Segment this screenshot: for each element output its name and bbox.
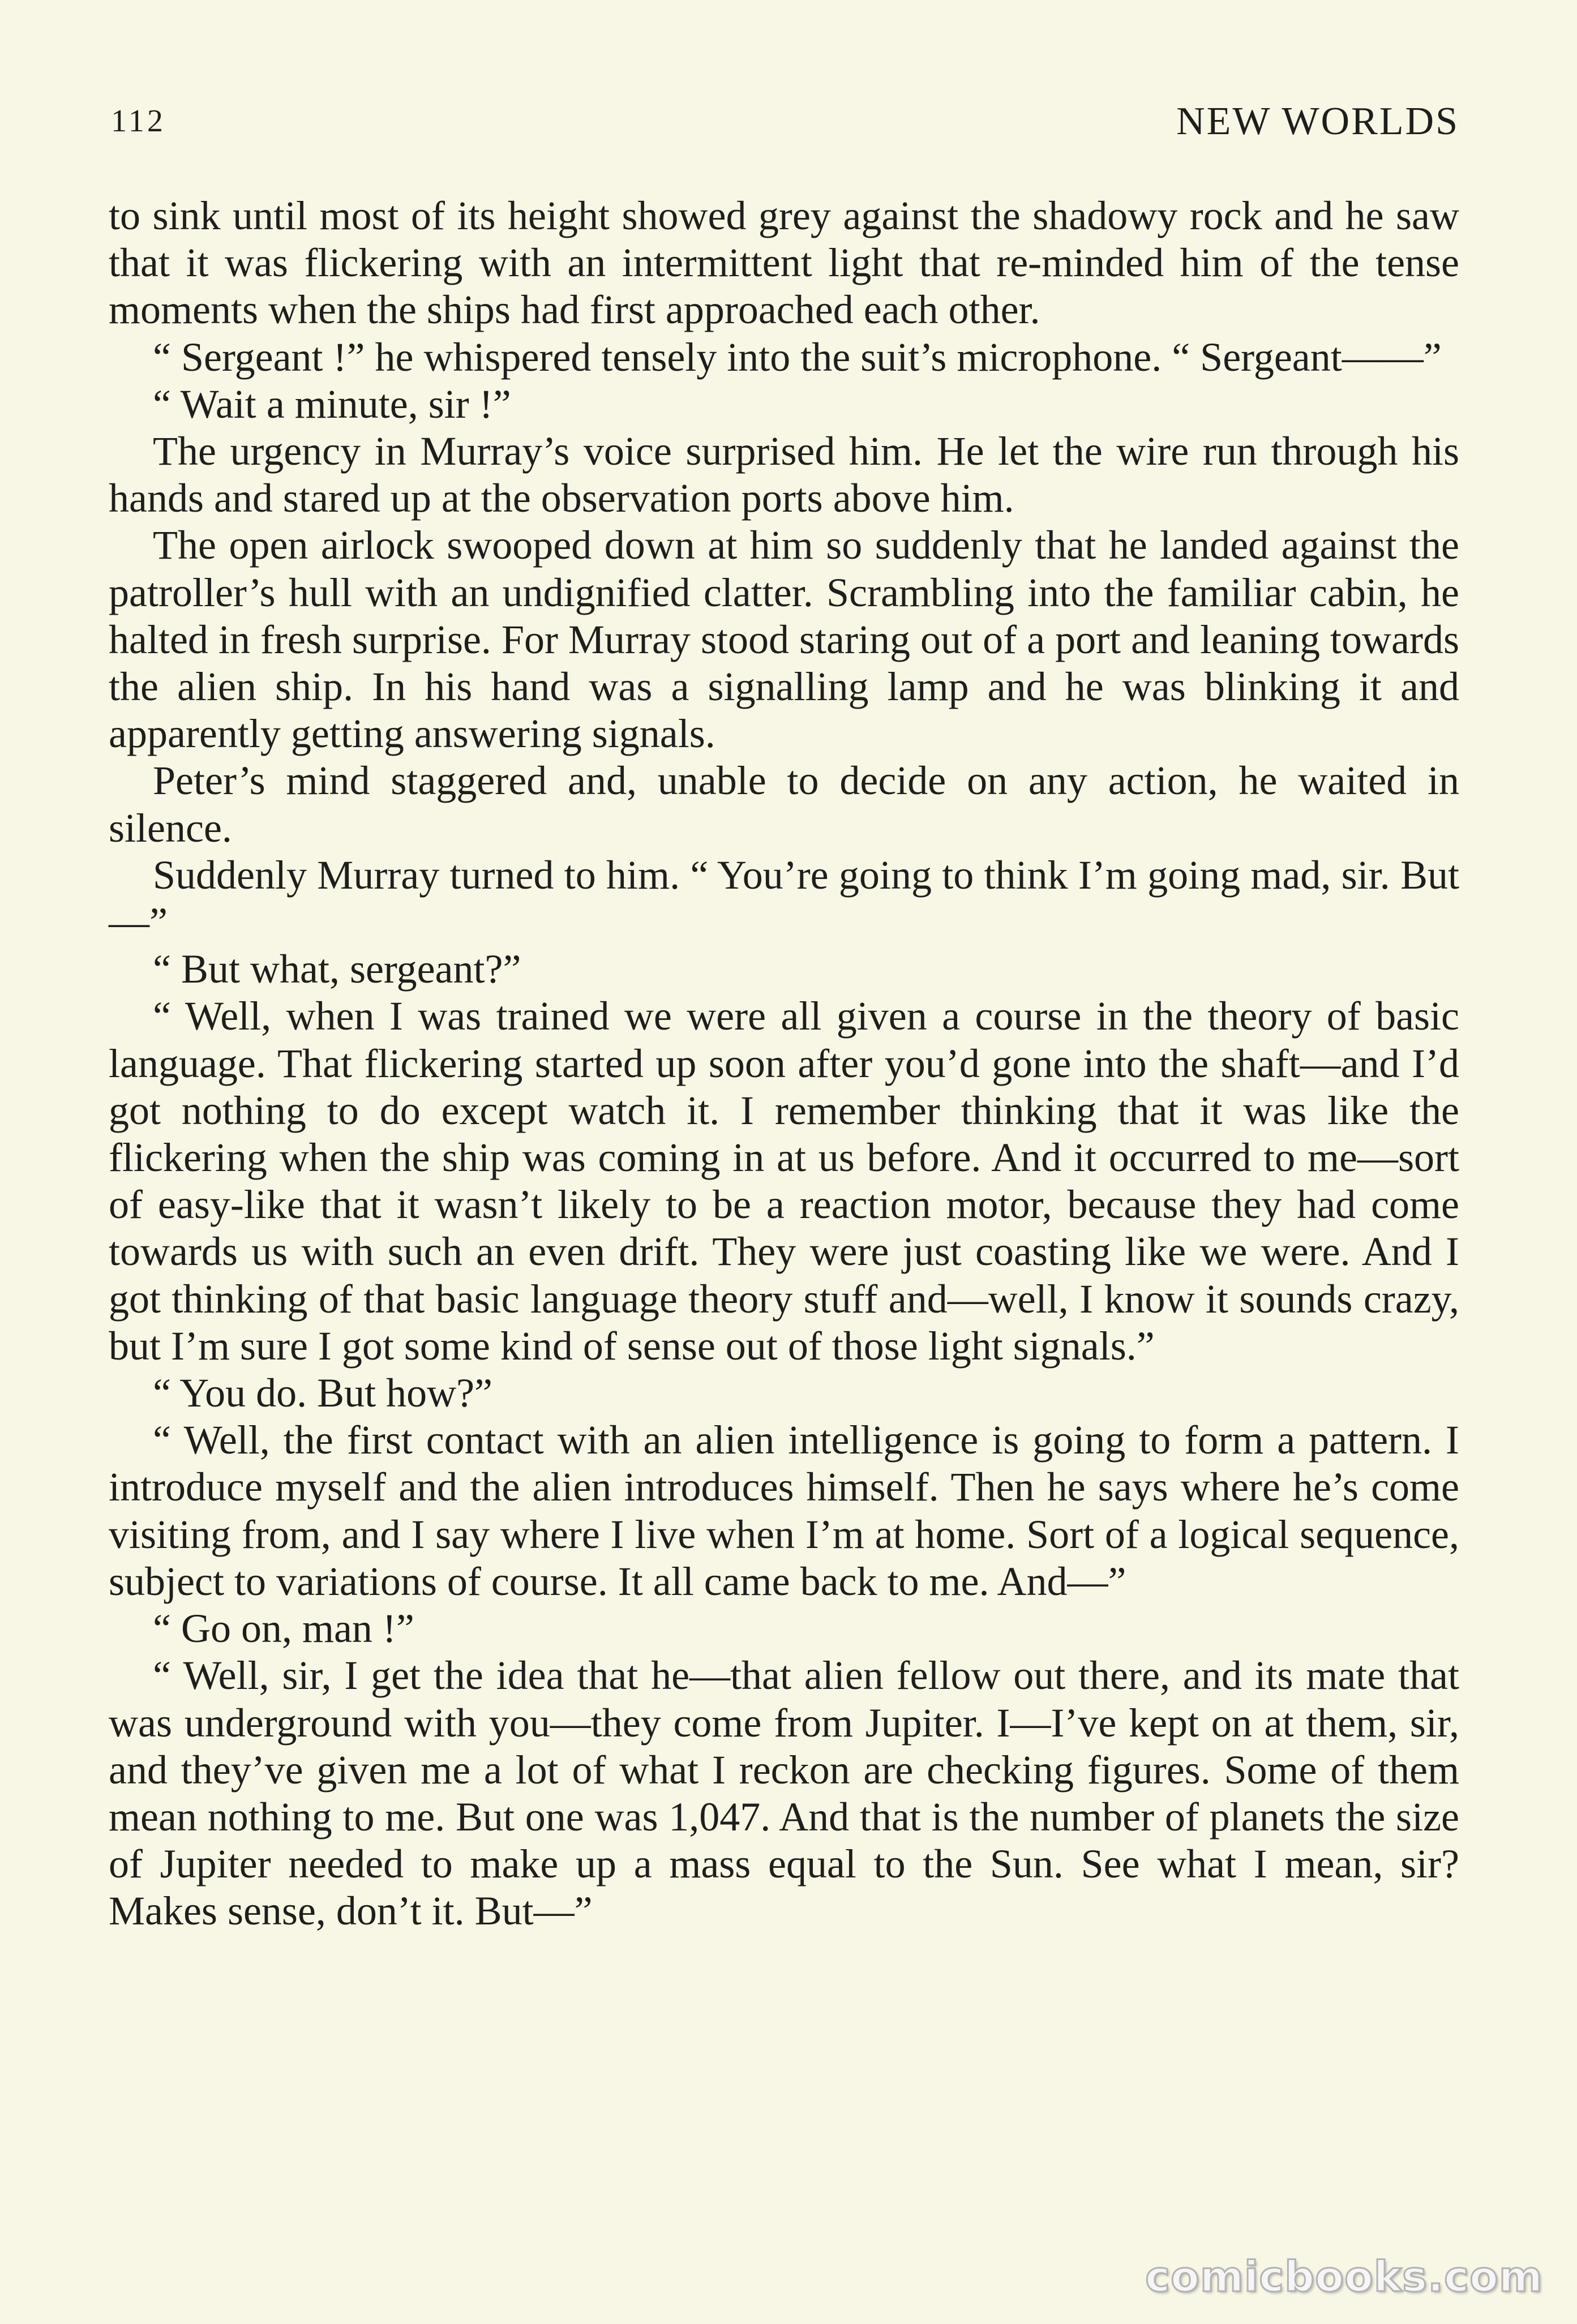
paragraph: The open airlock swooped down at him so suddenly that he landed against the patroller’s hull with an undignified clatter. Scrambling into the familiar cabin, he halted in fresh surprise. For Murray stood staring out of a port and leaning towards the alien ship. In his hand was a signalling lamp and he was blinking it and apparently getting answering signals. bbox=[109, 522, 1459, 757]
paragraph: Suddenly Murray turned to him. “ You’re going to think I’m going mad, sir. But—” bbox=[109, 852, 1459, 945]
paragraph-continued: to sink until most of its height showed grey against the shadowy rock and he saw that it was flickering with an intermittent light that re-minded him of the tense moments when the ships had first approached each other. bbox=[109, 193, 1459, 333]
paragraph: “ Well, when I was trained we were all given a course in the theory of basic language. That flickering started up soon after you’d gone into the shaft—and I’d got nothing to do except watch it. I remember thinking that it was like the flickering when the ship was coming in at us before. And it occurred to me—sort of easy-like that it wasn’t likely to be a reaction motor, because they had come towards us with such an even drift. They were just coasting like we were. And I got thinking of that basic language theory stuff and—well, I know it sounds crazy, but I’m sure I got some kind of sense out of those light signals.” bbox=[109, 993, 1459, 1369]
paragraph: Peter’s mind staggered and, unable to decide on any action, he waited in silence. bbox=[109, 758, 1459, 851]
paragraph: The urgency in Murray’s voice surprised him. He let the wire run through his hands and stared up at the observation ports above him. bbox=[109, 428, 1459, 521]
page-number: 112 bbox=[111, 104, 166, 139]
running-title: NEW WORLDS bbox=[1176, 100, 1459, 143]
paragraph: “ Wait a minute, sir !” bbox=[153, 381, 511, 427]
paragraph: “ Sergeant !” he whispered tensely into the suit’s microphone. “ Sergeant——” bbox=[153, 334, 1442, 380]
watermark: comicbooks.com bbox=[1145, 2253, 1543, 2301]
paragraph: “ You do. But how?” bbox=[153, 1370, 493, 1416]
paragraph: “ But what, sergeant?” bbox=[153, 946, 521, 992]
paragraph: “ Well, sir, I get the idea that he—that alien fellow out there, and its mate that was underground with you—they come from Jupiter. I—I’ve kept on at them, sir, and they’ve given me a lot of what I reckon are checking figures. Some of them mean nothing to me. But one was 1,047. And that is the number of planets the size of Jupiter needed to make up a mass equal to the Sun. See what I mean, sir? Makes sense, don’t it. But—” bbox=[109, 1653, 1459, 1934]
paragraph: “ Well, the first contact with an alien intelligence is going to form a pattern. I introduce myself and the alien introduces himself. Then he says where he’s come visiting from, and I say where I live when I’m at home. Sort of a logical sequence, subject to variations of course. It all came back to me. And—” bbox=[109, 1417, 1459, 1604]
paragraph: “ Go on, man !” bbox=[153, 1606, 414, 1652]
body-text bbox=[109, 192, 1459, 1935]
